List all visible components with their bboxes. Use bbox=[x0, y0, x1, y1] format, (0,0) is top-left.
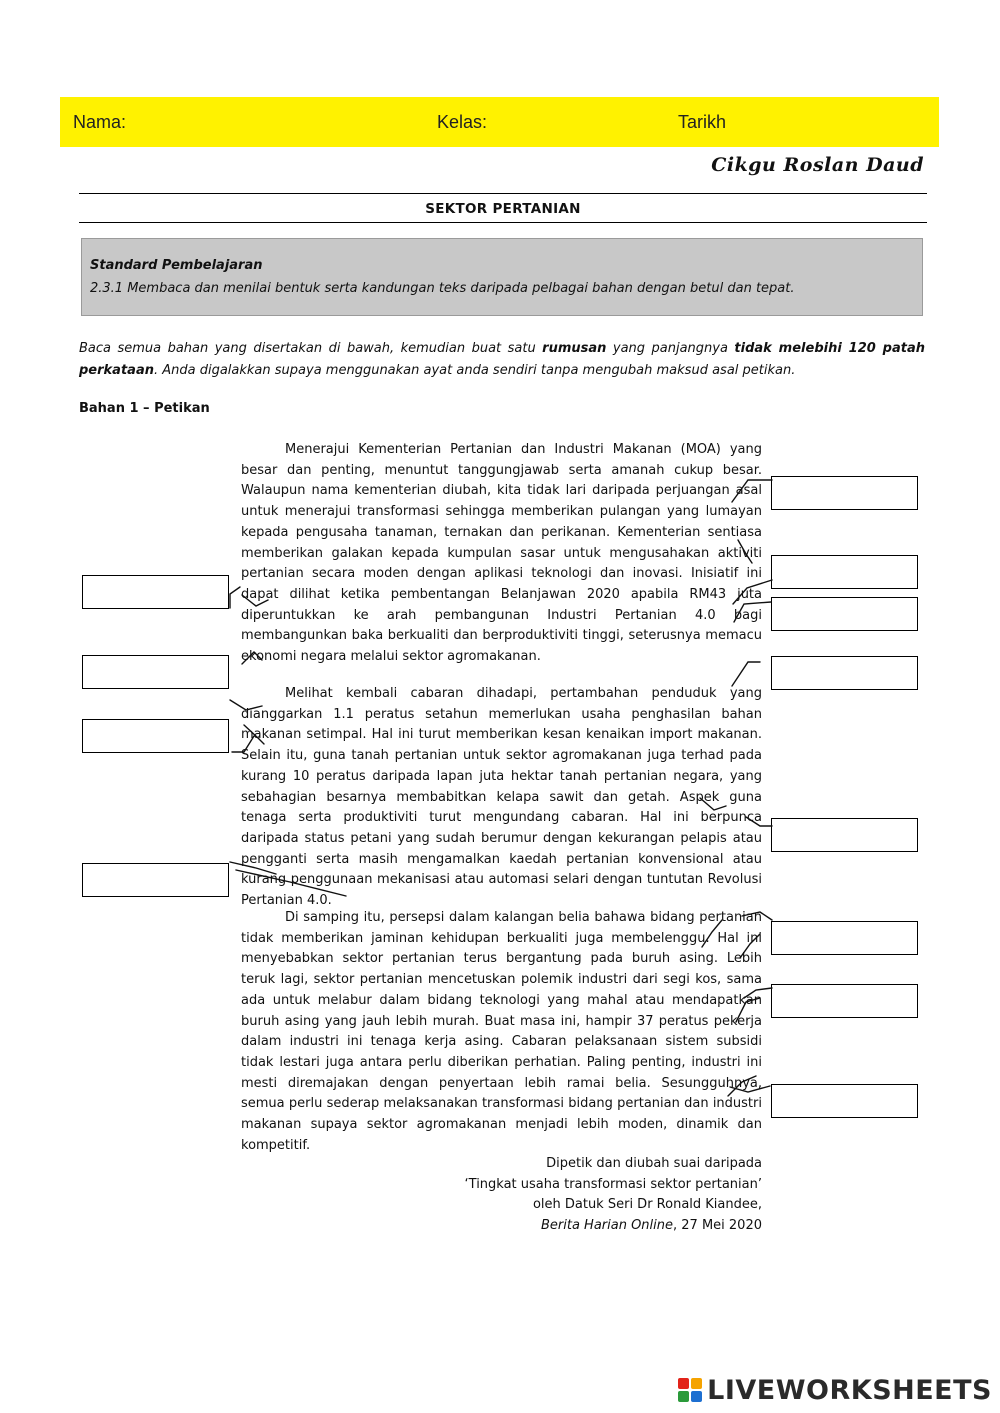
source-line-4 bbox=[400, 1216, 762, 1237]
instruction bbox=[79, 338, 925, 382]
liveworksheets-logo-icon bbox=[678, 1378, 704, 1404]
source-date: , 27 Mei 2020 bbox=[673, 1217, 762, 1233]
bahan-label: Bahan 1 – Petikan bbox=[79, 401, 210, 416]
author-signature: Cikgu Roslan Daud bbox=[711, 154, 924, 176]
title-bottom-rule bbox=[79, 222, 927, 223]
passage-paragraph-3: Di samping itu, persepsi dalam kalangan belia bahawa bidang pertanian tidak memberikan jaminan kehidupan berkualiti juga membelenggu. Hal ini menyebabkan sektor pertanian terus bergantung pada buruh asing. Lebih teruk lagi, sektor pertanian mencetuskan polemik industri dari segi kos, sama ada untuk melabur dalam bidang teknologi yang mahal atau mendapatkan buruh asing yang jauh lebih murah. Buat masa ini, hampir 37 peratus pekerja dalam industri ini tenaga kerja asing. Cabaran pelaksanaan sistem subsidi tidak lestari juga antara perlu diberikan perhatian. Paling penting, industri ini mesti diremajakan dengan penyertaan lebih ramai belia. Sesungguhnya, semua perlu sederap melaksanakan transformasi bidang pertanian dan industri makanan supaya sektor agromakanan menjadi lebih moden, dinamik dan kompetitif. bbox=[241, 910, 762, 1153]
source-line-2: ‘Tingkat usaha transformasi sektor pertanian’ bbox=[464, 1176, 762, 1192]
answer-box-right-5[interactable] bbox=[771, 818, 918, 852]
source-line-3: oleh Datuk Seri Dr Ronald Kiandee, bbox=[532, 1197, 762, 1212]
answer-box-left-4[interactable] bbox=[82, 863, 229, 897]
answer-box-right-8[interactable] bbox=[771, 1084, 918, 1118]
kelas-label: Kelas: bbox=[437, 112, 488, 132]
answer-box-right-6[interactable] bbox=[771, 921, 918, 955]
instruction-bold-rumusan: rumusan bbox=[542, 341, 607, 356]
source-publication: Berita Harian Online bbox=[540, 1217, 674, 1233]
standard-text: 2.3.1 Membaca dan menilai bentuk serta kandungan teks daripada pelbagai bahan dengan betul dan tepat. bbox=[90, 281, 795, 296]
answer-box-right-4[interactable] bbox=[771, 656, 918, 690]
liveworksheets-brand bbox=[678, 1375, 992, 1406]
source-citation bbox=[400, 1154, 762, 1236]
instruction-bold-limit: tidak melebihi 120 patah perkataan bbox=[79, 341, 925, 378]
answer-box-right-2[interactable] bbox=[771, 555, 918, 589]
standard-box bbox=[81, 238, 923, 316]
answer-box-right-3[interactable] bbox=[771, 597, 918, 631]
brand-name: LIVEWORKSHEETS bbox=[707, 1375, 992, 1406]
instruction-part3: . Anda digalakkan supaya menggunakan ayat anda sendiri tanpa mengubah maksud asal petikan. bbox=[153, 363, 796, 378]
title-top-rule bbox=[79, 193, 927, 194]
answer-box-right-7[interactable] bbox=[771, 984, 918, 1018]
passage-paragraph-2: Melihat kembali cabaran dihadapi, pertambahan penduduk yang dianggarkan 1.1 peratus setahun memerlukan usaha penghasilan bahan makanan setimpal. Hal ini turut memberikan kesan kenaikan import makanan. Selain itu, guna tanah pertanian untuk sektor agromakanan juga terhad pada kurang 10 peratus daripada lapan juta hektar tanah pertanian negara, yang sebahagian besarnya membabitkan kelapa sawit dan getah. Aspek guna tenaga serta produktiviti turut mengundang cabaran. Hal ini berpunca daripada status petani yang sudah berumur dengan kekurangan pelapis atau pengganti serta masih mengamalkan kaedah pertanian konvensional atau kurang penggunaan mekanisasi atau automasi selari dengan tuntutan Revolusi Pertanian 4.0. bbox=[241, 686, 762, 909]
answer-box-left-1[interactable] bbox=[82, 575, 229, 609]
answer-box-right-1[interactable] bbox=[771, 476, 918, 510]
nama-label: Nama: bbox=[73, 112, 127, 132]
answer-box-left-3[interactable] bbox=[82, 719, 229, 753]
tarikh-label: Tarikh bbox=[678, 112, 727, 132]
page-title: SEKTOR PERTANIAN bbox=[425, 201, 581, 217]
header-highlight-bar bbox=[60, 97, 939, 147]
answer-box-left-2[interactable] bbox=[82, 655, 229, 689]
instruction-part2: yang panjangnya bbox=[606, 341, 735, 356]
passage-paragraph-1: Menerajui Kementerian Pertanian dan Industri Makanan (MOA) yang besar dan penting, menuntut tanggungjawab serta amanah cukup besar. Walaupun nama kementerian diubah, kita tidak lari daripada perjuangan asal untuk menerajui transformasi sehingga memberikan pulangan yang lumayan kepada pengusaha tanaman, ternakan dan perikanan. Kementerian sentiasa memberikan galakan kepada kumpulan sasar untuk mengusahakan aktiviti pertanian secara moden dengan aplikasi teknologi dan inovasi. Inisiatif ini dapat dilihat ketika pembentangan Belanjawan 2020 apabila RM43 juta diperuntukkan ke arah pembangunan Industri Pertanian 4.0 bagi membangunkan baka berkualiti dan berproduktiviti tinggi, seterusnya memacu ekonomi negara melalui sektor agromakanan. bbox=[241, 442, 762, 665]
instruction-part1: Baca semua bahan yang disertakan di bawah, kemudian buat satu bbox=[79, 341, 543, 356]
source-line-1: Dipetik dan diubah suai daripada bbox=[546, 1156, 762, 1171]
standard-heading: Standard Pembelajaran bbox=[90, 258, 263, 273]
